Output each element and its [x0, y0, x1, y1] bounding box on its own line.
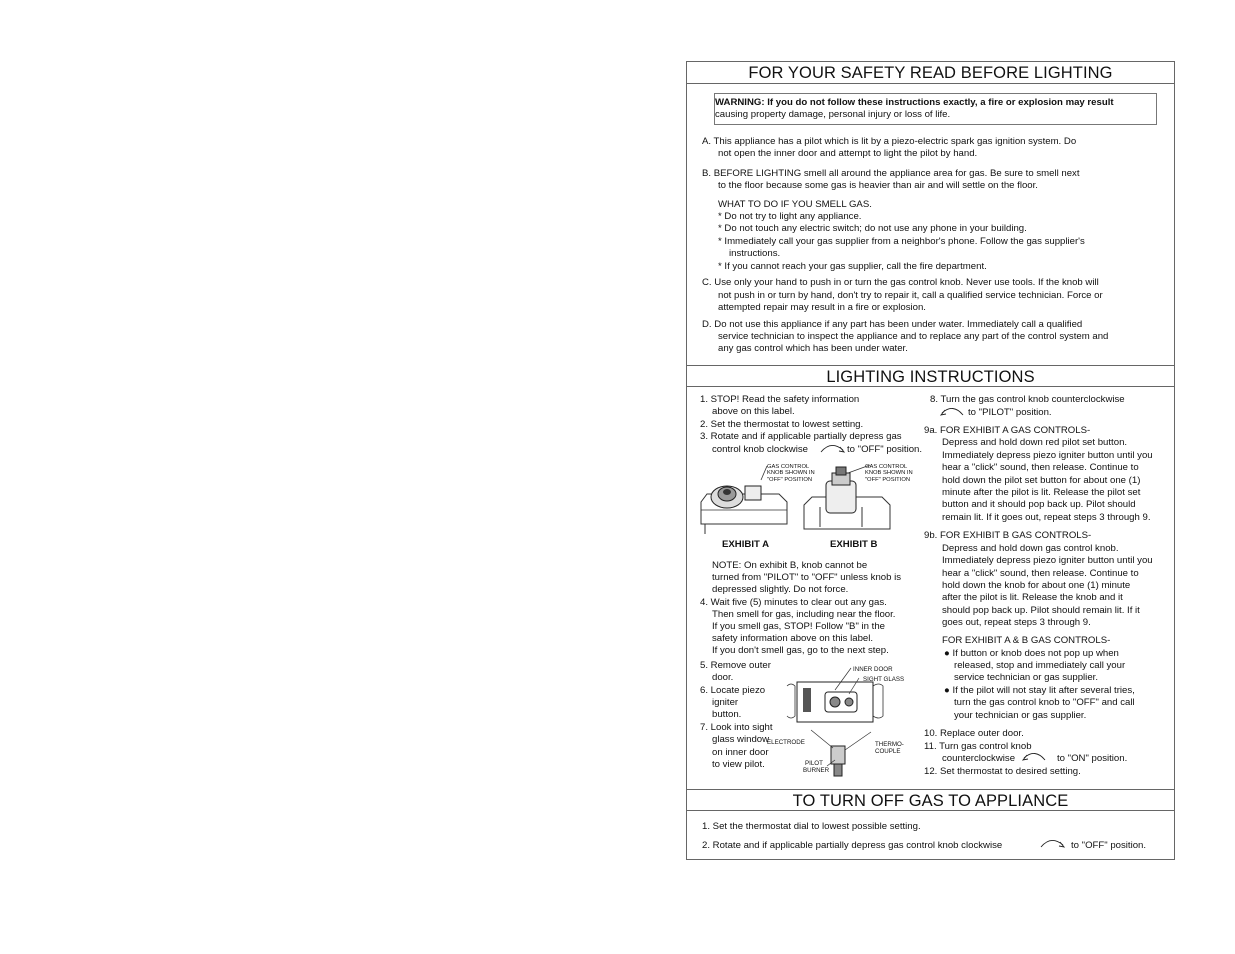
safety-title: FOR YOUR SAFETY READ BEFORE LIGHTING: [687, 62, 1174, 84]
smell-item-1: * Do not try to light any appliance.: [718, 211, 862, 222]
step-6-line-3: button.: [712, 709, 742, 720]
step-10: 10. Replace outer door.: [924, 728, 1024, 739]
step-9a-title: 9a. FOR EXHIBIT A GAS CONTROLS-: [924, 425, 1091, 436]
step-6-line-2: igniter: [712, 697, 739, 708]
step-9b-line-5: after the pilot is lit. Release the knob and it: [942, 592, 1123, 603]
fig-a-caption-3: "OFF" POSITION: [767, 477, 813, 483]
turnoff-step-2-line-1: 2. Rotate and if applicable partially depress gas control knob clockwise: [702, 840, 1003, 851]
step-9a-line-5: minute after the pilot is lit. Release the pilot set: [942, 487, 1141, 498]
step-5-line-2: door.: [712, 672, 734, 683]
fig-thermo-2: COUPLE: [875, 748, 901, 755]
smell-item-2: * Do not touch any electric switch; do not use any phone in your building.: [718, 223, 1027, 234]
counterclockwise-arrow-icon: [939, 405, 965, 417]
step-9a-line-7: remain lit. If it goes out, repeat steps 3 through 9.: [942, 512, 1151, 523]
step-8-line-1: 8. Turn the gas control knob counterclockwise: [930, 394, 1125, 405]
step-3-line-3: to "OFF" position.: [847, 444, 923, 455]
exhibit-a-drawing: [701, 464, 791, 536]
note-line-3: depressed slightly. Do not force.: [712, 584, 849, 595]
smell-gas-title: WHAT TO DO IF YOU SMELL GAS.: [718, 199, 872, 210]
step-1-line-1: 1. STOP! Read the safety information: [700, 394, 860, 405]
step-7-line-2: glass window: [712, 734, 770, 745]
safety-d-line-1: D. Do not use this appliance if any part has been under water. Immediately call a qualified: [702, 319, 1083, 330]
step-11-line-2: counterclockwise: [942, 753, 1016, 764]
step-12: 12. Set thermostat to desired setting.: [924, 766, 1081, 777]
turnoff-title: TO TURN OFF GAS TO APPLIANCE: [687, 789, 1174, 811]
ab-line-1: ● If button or knob does not pop up when: [944, 648, 1119, 659]
fig-pilot-2: BURNER: [803, 767, 830, 774]
ab-line-2: released, stop and immediately call your: [954, 660, 1126, 671]
step-8-line-2: to "PILOT" position.: [968, 407, 1052, 418]
step-4-line-3: If you smell gas, STOP! Follow "B" in the: [712, 621, 885, 632]
exhibit-b-drawing: [800, 467, 892, 537]
step-9a-line-2: Immediately depress piezo igniter button until you: [942, 450, 1153, 461]
step-11-line-1: 11. Turn gas control knob: [924, 741, 1032, 752]
fig-sight-glass: SIGHT GLASS: [863, 676, 905, 683]
step-9b-title: 9b. FOR EXHIBIT B GAS CONTROLS-: [924, 530, 1092, 541]
step-9a-line-1: Depress and hold down red pilot set button.: [942, 437, 1128, 448]
step-9b-line-4: hold down the knob for about one (1) minute: [942, 580, 1131, 591]
step-9b-line-7: goes out, repeat steps 3 through 9.: [942, 617, 1091, 628]
step-7-line-3: on inner door: [712, 747, 769, 758]
warning-line-2: causing property damage, personal injury or loss of life.: [715, 109, 951, 120]
fig-b-caption-2: KNOB SHOWN IN: [865, 470, 913, 476]
ab-line-6: your technician or gas supplier.: [954, 710, 1087, 721]
step-7-line-4: to view pilot.: [712, 759, 765, 770]
step-4-line-4: safety information above on this label.: [712, 633, 874, 644]
safety-d-line-2: service technician to inspect the appliance and to replace any part of the control system and: [718, 331, 1109, 342]
ab-title: FOR EXHIBIT A & B GAS CONTROLS-: [942, 635, 1111, 646]
step-9b-line-2: Immediately depress piezo igniter button until you: [942, 555, 1153, 566]
note-line-1: NOTE: On exhibit B, knob cannot be: [712, 560, 868, 571]
step-4-line-5: If you don't smell gas, go to the next step.: [712, 645, 889, 656]
fig-thermo-1: THERMO-: [875, 741, 904, 748]
step-3-line-2: control knob clockwise: [712, 444, 808, 455]
warning-box: [714, 93, 1157, 125]
step-2: 2. Set the thermostat to lowest setting.: [700, 419, 864, 430]
clockwise-arrow-icon: [819, 442, 847, 454]
fig-b-caption-3: "OFF" POSITION: [865, 477, 911, 483]
step-9a-line-6: button and it should pop back up. Pilot should: [942, 499, 1136, 510]
counterclockwise-arrow-icon: [1021, 750, 1047, 762]
fig-inner-door: INNER DOOR: [853, 666, 893, 673]
safety-a-line-1: A. This appliance has a pilot which is lit by a piezo-electric spark gas ignition system. Do: [702, 136, 1077, 147]
exhibit-b-label: EXHIBIT B: [830, 539, 878, 550]
safety-c-line-2: not push in or turn by hand, don't try to repair it, call a qualified service technician. Force or: [718, 290, 1103, 301]
step-6-line-1: 6. Locate piezo: [700, 685, 766, 696]
step-4-line-2: Then smell for gas, including near the floor.: [712, 609, 896, 620]
turnoff-step-1: 1. Set the thermostat dial to lowest possible setting.: [702, 821, 921, 832]
smell-item-3: * Immediately call your gas supplier from a neighbor's phone. Follow the gas supplier's: [718, 236, 1085, 247]
safety-b-line-1: B. BEFORE LIGHTING smell all around the appliance area for gas. Be sure to smell next: [702, 168, 1080, 179]
safety-d-line-3: any gas control which has been under water.: [718, 343, 908, 354]
step-5-line-1: 5. Remove outer: [700, 660, 771, 671]
clockwise-arrow-icon: [1039, 837, 1067, 849]
turnoff-step-2-line-2: to "OFF" position.: [1071, 840, 1147, 851]
step-3-line-1: 3. Rotate and if applicable partially depress gas: [700, 431, 902, 442]
note-line-2: turned from "PILOT" to "OFF" unless knob is: [712, 572, 902, 583]
exhibit-a-label: EXHIBIT A: [722, 539, 770, 550]
step-4-line-1: 4. Wait five (5) minutes to clear out any gas.: [700, 597, 887, 608]
step-9a-line-3: hear a "click" sound, then release. Continue to: [942, 462, 1139, 473]
step-9b-line-3: hear a "click" sound, then release. Continue to: [942, 568, 1139, 579]
fig-a-caption-2: KNOB SHOWN IN: [767, 470, 815, 476]
safety-label: [686, 61, 1175, 860]
warning-line-1: WARNING: If you do not follow these instructions exactly, a fire or explosion may result: [715, 97, 1114, 108]
safety-a-line-2: not open the inner door and attempt to light the pilot by hand.: [718, 148, 978, 159]
safety-c-line-3: attempted repair may result in a fire or explosion.: [718, 302, 926, 313]
step-9b-line-1: Depress and hold down gas control knob.: [942, 543, 1119, 554]
fig-electrode: ELECTRODE: [767, 739, 805, 746]
ab-line-4: ● If the pilot will not stay lit after several tries,: [944, 685, 1135, 696]
step-11-line-3: to "ON" position.: [1057, 753, 1128, 764]
fig-a-caption-1: GAS CONTROL: [767, 464, 810, 470]
safety-b-line-2: to the floor because some gas is heavier than air and will settle on the floor.: [718, 180, 1038, 191]
step-1-line-2: above on this label.: [712, 406, 795, 417]
smell-item-4: * If you cannot reach your gas supplier, call the fire department.: [718, 261, 987, 272]
step-9a-line-4: hold down the pilot set button for about one (1): [942, 475, 1141, 486]
ab-line-5: turn the gas control knob to "OFF" and call: [954, 697, 1135, 708]
safety-c-line-1: C. Use only your hand to push in or turn the gas control knob. Never use tools. If the knob will: [702, 277, 1099, 288]
fig-b-caption-1: GAS CONTROL: [865, 464, 908, 470]
fig-pilot-1: PILOT: [805, 760, 823, 767]
step-7-line-1: 7. Look into sight: [700, 722, 773, 733]
step-9b-line-6: should pop back up. Pilot should remain lit. If it: [942, 605, 1140, 616]
smell-item-3-cont: instructions.: [729, 248, 781, 259]
ab-line-3: service technician or gas supplier.: [954, 672, 1098, 683]
lighting-title: LIGHTING INSTRUCTIONS: [687, 365, 1174, 387]
